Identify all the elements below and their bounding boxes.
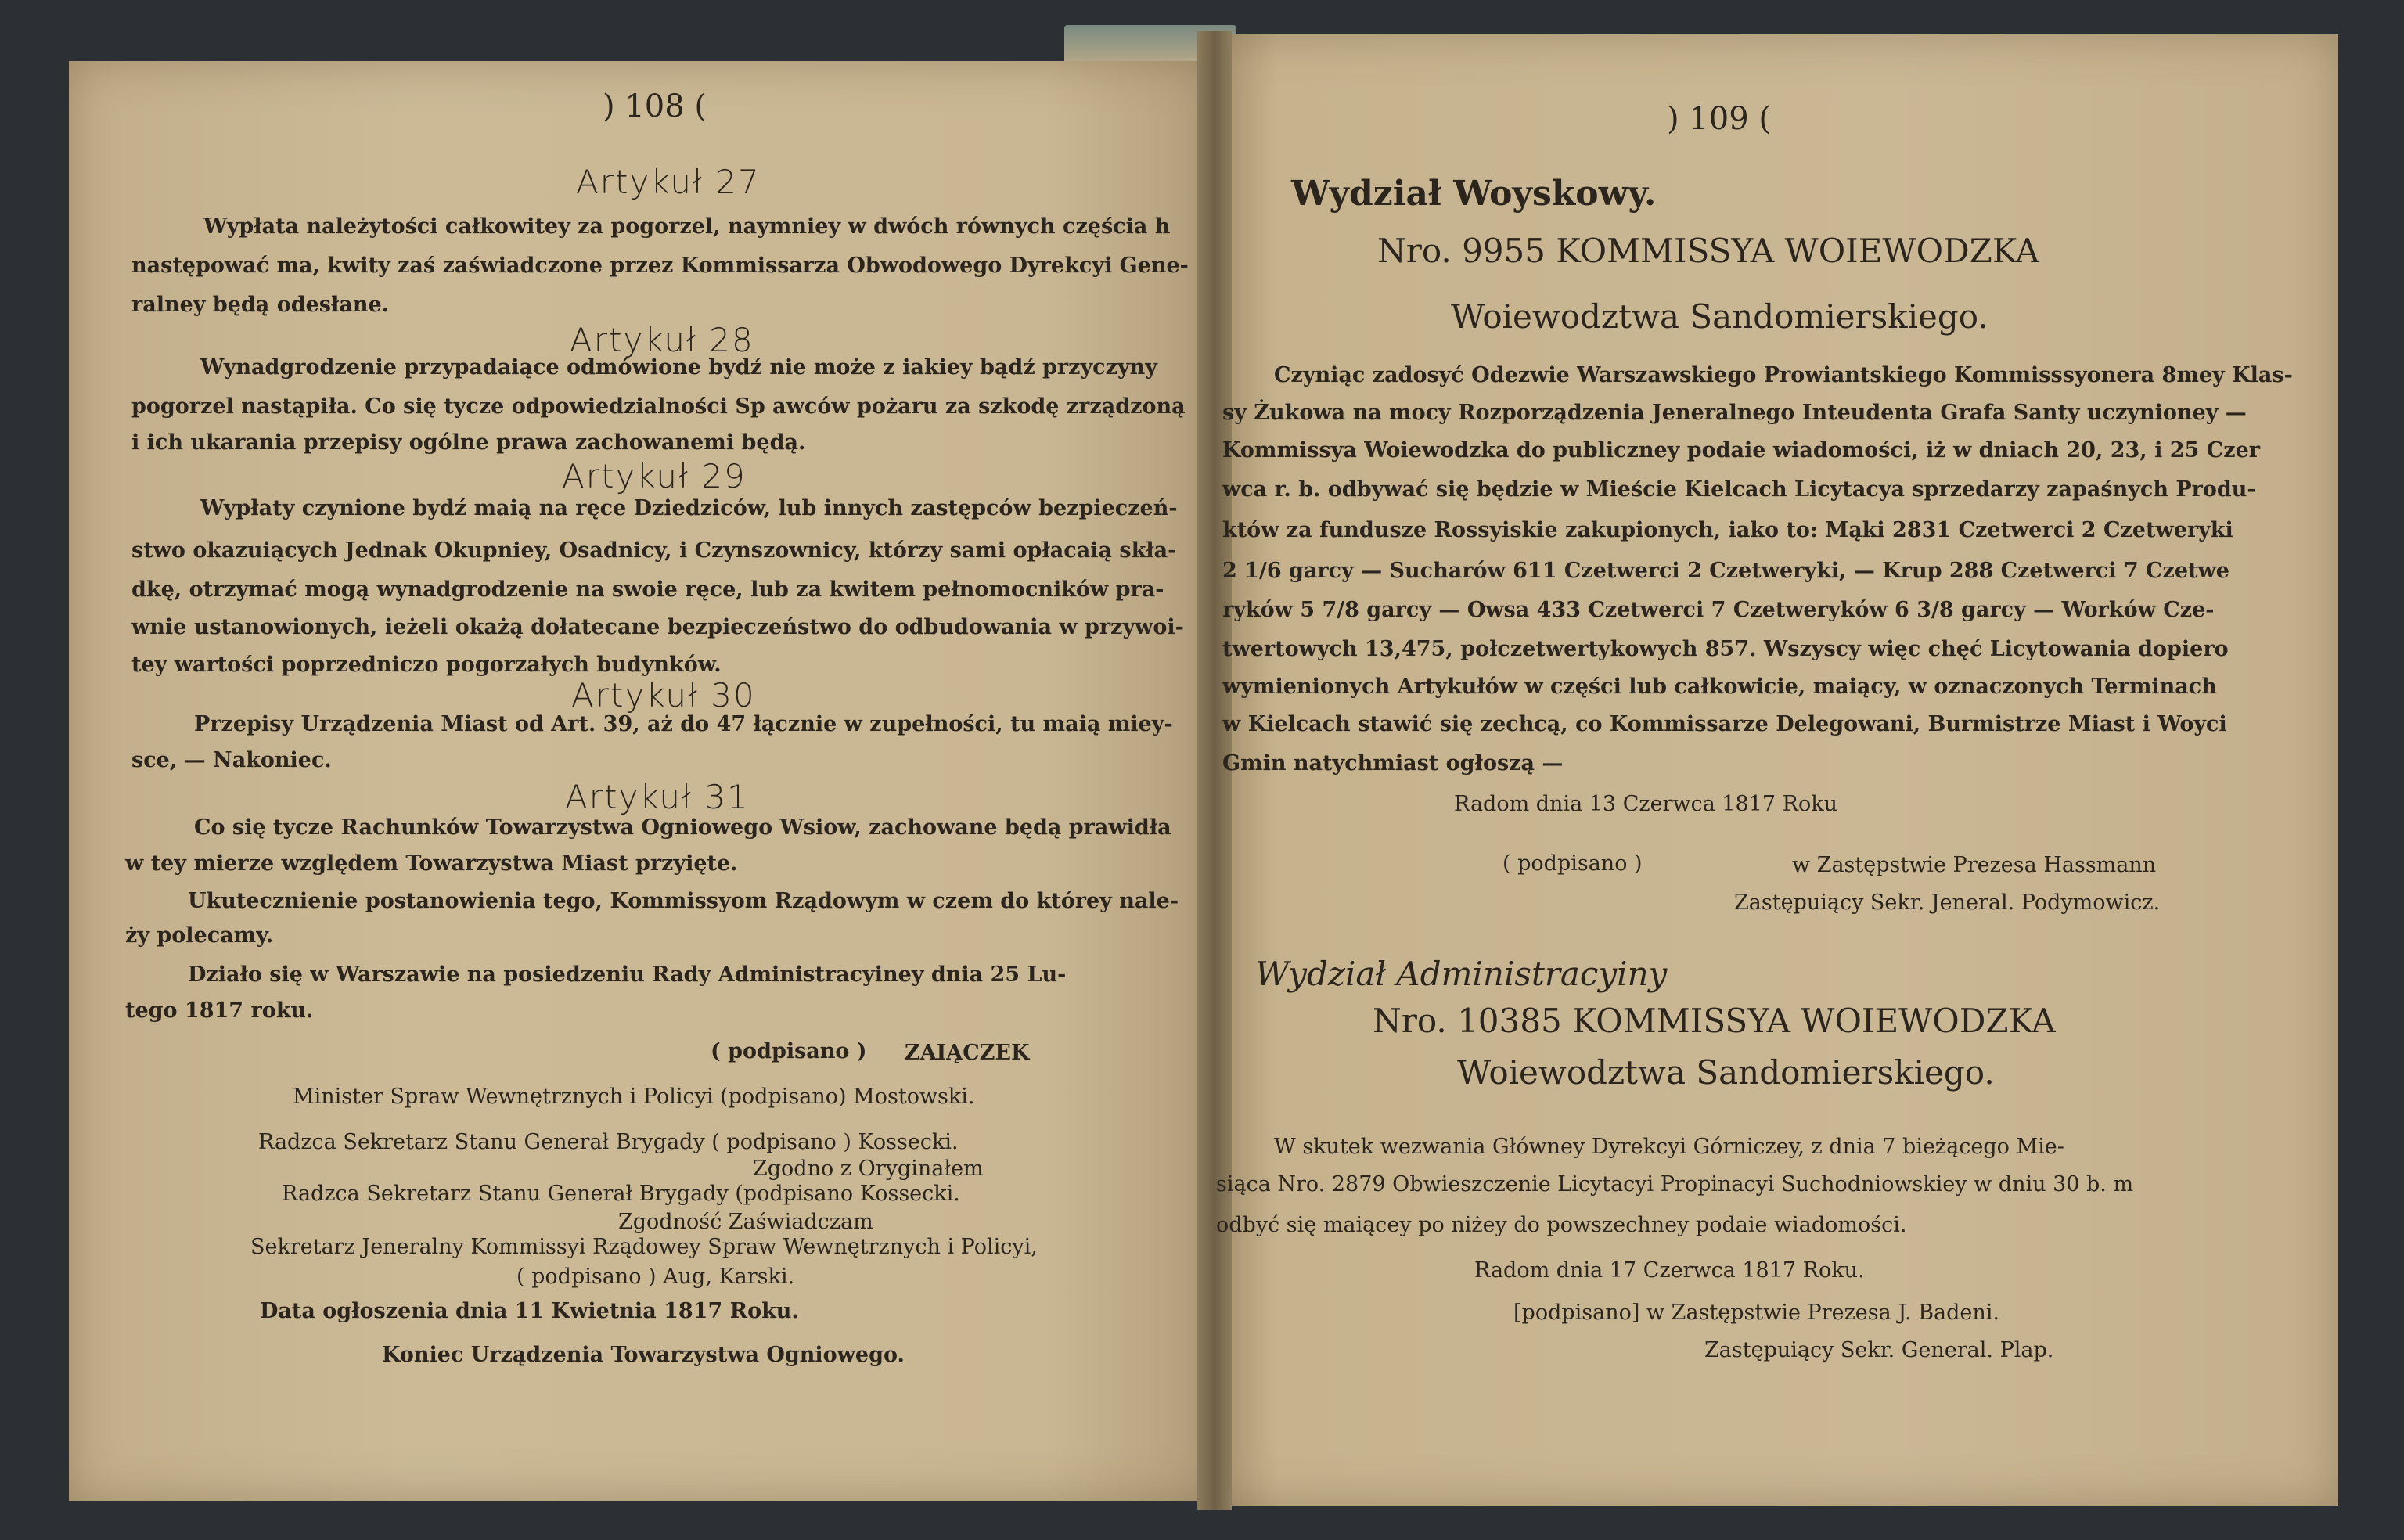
notice1-line-3: Kommissya Woiewodzka do publiczney podaie wiadomości, iż w dniach 20, 23, i 25 Czer [1222, 438, 2260, 462]
signature-line-4: Radzca Sekretarz Stanu Generał Brygady (podpisano Kossecki. [282, 1182, 960, 1206]
art29-line-1: Wypłaty czynione bydź maią na ręce Dziedziców, lub innych zastępców bezpieczeń- [200, 496, 1178, 520]
notice2-line-2: siąca Nro. 2879 Obwieszczenie Licytacyi Propinacyi Suchodniowskiey w dniu 30 b. m [1216, 1172, 2134, 1196]
art31-line-3: Ukutecznienie postanowienia tego, Kommissyom Rządowym w czem do którey nale- [188, 889, 1179, 913]
art27-line-2: następować ma, kwity zaś zaświadczone przez Kommissarza Obwodowego Dyrekcyi Gene- [131, 254, 1189, 278]
article-27-title: Artykuł 27 [576, 163, 761, 201]
notice1-line-8: twertowych 13,475, połczetwertykowych 857. Wszyscy więc chęć Licytowania dopiero [1222, 637, 2229, 661]
art30-line-1: Przepisy Urządzenia Miast od Art. 39, aż do 47 łącznie w zupełności, tu maią miey- [194, 712, 1173, 736]
article-31-title: Artykuł 31 [565, 778, 750, 816]
article-28-title: Artykuł 28 [570, 321, 754, 359]
art30-line-2: sce, — Nakoniec. [131, 748, 332, 772]
signature-line-6: Sekretarz Jeneralny Kommissyi Rządowey Spraw Wewnętrznych i Policyi, [250, 1235, 1038, 1259]
signature-line-1: Minister Spraw Wewnętrznych i Policyi (podpisano) Mostowski. [293, 1085, 975, 1109]
signed-label: ( podpisano ) [711, 1039, 867, 1063]
art27-line-1: Wypłata należytości całkowitey za pogorzel, naymniey w dwóch równych częścia h [203, 214, 1171, 239]
notice1-line-11: Gmin natychmiast ogłoszą — [1222, 751, 1564, 775]
notice1-line-2: sy Żukowa na mocy Rozporządzenia Jeneralnego Inteudenta Grafa Santy uczynioney — [1222, 401, 2247, 425]
signed-2: [podpisano] w Zastępstwie Prezesa J. Badeni. [1513, 1301, 2000, 1325]
notice1-line-6: 2 1/6 garcy — Sucharów 611 Czetwerci 2 Czetweryki, — Krup 288 Czetwerci 7 Czetwe [1222, 559, 2229, 583]
signer-1: w Zastępstwie Prezesa Hassmann [1792, 853, 2157, 877]
signature-line-2: Radzca Sekretarz Stanu Generał Brygady ( podpisano ) Kossecki. [258, 1130, 959, 1154]
signed-1: ( podpisano ) [1502, 851, 1643, 876]
art31-line-2: w tey mierze względem Towarzystwa Miast przyięte. [125, 851, 738, 876]
notice1-line-4: wca r. b. odbywać się będzie w Mieście Kielcach Licytacya sprzedarzy zapaśnych Produ- [1222, 477, 2256, 502]
province-1: Woiewodztwa Sandomierskiego. [1451, 297, 1988, 336]
end-line: Koniec Urządzenia Towarzystwa Ogniowego. [382, 1343, 905, 1367]
art31-line-1: Co się tycze Rachunków Towarzystwa Ogniowego Wsiow, zachowane będą prawidła [194, 815, 1171, 840]
signature-line-3: Zgodno z Oryginałem [753, 1157, 984, 1181]
department-administrative: Wydział Administracyiny [1255, 955, 1668, 993]
art28-line-1: Wynadgrodzenie przypadaiące odmówione bydź nie może z iakiey bądź przyczyny [200, 355, 1157, 380]
notice2-line-1: W skutek wezwania Główney Dyrekcyi Górniczey, z dnia 7 bieżącego Mie- [1274, 1135, 2064, 1159]
notice2-line-3: odbyć się maiącey po niżey do powszechney podaie wiadomości. [1216, 1213, 1907, 1237]
signer-2: Zastępuiący Sekr. General. Plap. [1704, 1338, 2054, 1362]
date-2: Radom dnia 17 Czerwca 1817 Roku. [1474, 1258, 1865, 1283]
signer-name: ZAIĄCZEK [905, 1041, 1030, 1065]
date-1: Radom dnia 13 Czerwca 1817 Roku [1454, 792, 1838, 816]
art29-line-5: tey wartości poprzedniczo pogorzałych budynków. [131, 653, 722, 677]
signer-1b: Zastępuiący Sekr. Jeneral. Podymowicz. [1734, 891, 2161, 915]
art31-line-5: Działo się w Warszawie na posiedzeniu Rady Administracyiney dnia 25 Lu- [188, 962, 1067, 987]
art28-line-3: i ich ukarania przepisy ogólne prawa zachowanemi będą. [131, 430, 806, 455]
art29-line-2: stwo okazuiących Jednak Okupniey, Osadnicy, i Czynszownicy, którzy sami opłacaią skła- [131, 538, 1177, 563]
art31-line-6: tego 1817 roku. [125, 998, 314, 1023]
notice-number-1: Nro. 9955 KOMMISSYA WOIEWODZKA [1377, 232, 2039, 270]
art28-line-2: pogorzel nastąpiła. Co się tycze odpowiedzialności Sp awców pożaru za szkodę zrządzoną [131, 394, 1186, 419]
article-30-title: Artykuł 30 [571, 676, 756, 714]
article-29-title: Artykuł 29 [562, 457, 747, 495]
art27-line-3: ralney będą odesłane. [131, 293, 390, 317]
notice-number-2: Nro. 10385 KOMMISSYA WOIEWODZKA [1373, 1002, 2056, 1040]
notice1-line-7: ryków 5 7/8 garcy — Owsa 433 Czetwerci 7 Czetweryków 6 3/8 garcy — Worków Cze- [1222, 598, 2215, 622]
signature-line-5: Zgodność Zaświadczam [618, 1210, 873, 1234]
notice1-line-9: wymienionych Artykułów w części lub całkowicie, maiący, w oznaczonych Terminach [1222, 675, 2217, 699]
page-number-right: ) 109 ( [1667, 101, 1771, 137]
publication-date: Data ogłoszenia dnia 11 Kwietnia 1817 Roku. [260, 1299, 799, 1323]
art29-line-4: wnie ustanowionych, ieżeli okażą dołatecane bezpieczeństwo do odbudowania w przywoi- [131, 615, 1184, 639]
notice1-line-10: w Kielcach stawić się zechcą, co Kommissarze Delegowani, Burmistrze Miast i Woyci [1222, 712, 2227, 736]
notice1-line-1: Czyniąc zadosyć Odezwie Warszawskiego Prowiantskiego Kommisssyonera 8mey Klas- [1274, 363, 2293, 387]
province-2: Woiewodztwa Sandomierskiego. [1457, 1053, 1995, 1092]
signature-line-7: ( podpisano ) Aug, Karski. [516, 1265, 795, 1289]
art31-line-4: ży polecamy. [125, 923, 274, 948]
department-military: Wydział Woyskowy. [1291, 174, 1657, 214]
notice1-line-5: któw za fundusze Rossyiskie zakupionych, iako to: Mąki 2831 Czetwerci 2 Czetweryki [1222, 518, 2233, 542]
page-number-left: ) 108 ( [603, 88, 707, 124]
art29-line-3: dkę, otrzymać mogą wynadgrodzenie na swoie ręce, lub za kwitem pełnomocników pra- [131, 578, 1164, 602]
